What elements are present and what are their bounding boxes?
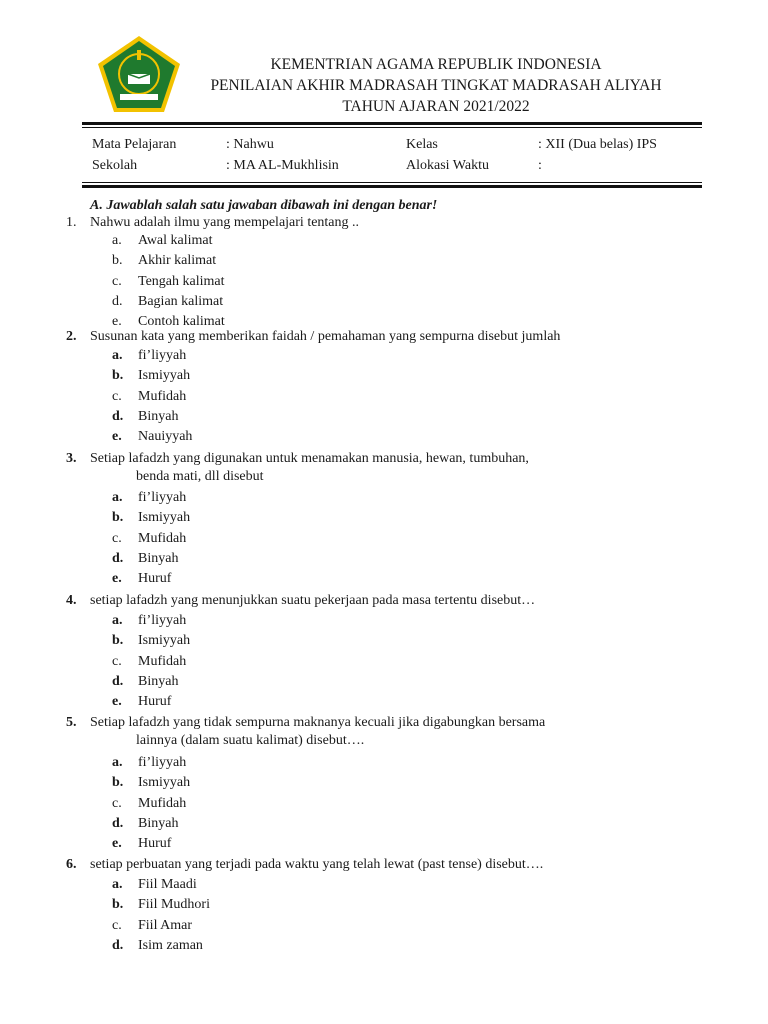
option-letter: b. [112,510,124,526]
header-rule-thick [82,122,702,125]
option-b [112,251,225,271]
option-letter: e. [112,429,122,445]
info-rule-thick [82,185,702,188]
option-c [112,794,190,814]
option-text: Binyah [138,408,179,424]
option-letter: d. [112,408,124,424]
option-letter: a. [112,490,123,505]
option-letter: a. [112,233,122,248]
option-letter: d. [112,937,124,953]
subject-value: : Nahwu [226,137,274,152]
question-number: 1. [66,215,77,230]
option-a [112,231,225,251]
options-4 [112,611,190,712]
option-letter: c. [112,530,122,546]
option-d [112,672,190,692]
option-d [112,292,225,312]
option-letter: a. [112,877,123,892]
option-letter: b. [112,368,124,384]
option-text: fi’liyyah [138,755,187,770]
option-text: Mufidah [138,530,187,546]
option-a [112,488,190,508]
option-letter: c. [112,273,122,289]
option-c [112,652,190,672]
option-text: Binyah [138,673,179,689]
option-text: Huruf [138,836,172,852]
option-d [112,936,210,956]
option-text: Ismiyyah [138,775,191,791]
option-letter: d. [112,550,124,566]
option-text: Fiil Amar [138,917,193,933]
option-text: Contoh kalimat [138,314,225,330]
option-text: Mufidah [138,388,187,404]
option-letter: e. [112,694,122,710]
question-text: setiap lafadzh yang menunjukkan suatu pekerjaan pada masa tertentu disebut… [90,593,536,608]
option-letter: a. [112,348,123,363]
school-label: Sekolah [92,158,138,173]
options-5 [112,753,190,854]
option-text: Nauiyyah [138,429,193,445]
option-text: Fiil Mudhori [138,897,210,913]
question-4 [66,592,706,610]
option-text: Mufidah [138,653,187,669]
option-c [112,387,192,407]
option-a [112,875,210,895]
question-3 [66,450,706,486]
option-text: Bagian kalimat [138,293,224,309]
option-text: fi’liyyah [138,613,187,628]
option-letter: b. [112,633,124,649]
question-number: 2. [66,329,77,344]
option-c [112,529,190,549]
ministry-title: KEMENTRIAN AGAMA REPUBLIK INDONESIA [270,56,602,73]
option-letter: b. [112,775,124,791]
options-3 [112,488,190,589]
option-e [112,692,190,712]
header-rule-thin [82,127,702,128]
class-label: Kelas [406,137,438,152]
question-text-continued: lainnya (dalam suatu kalimat) disebut…. [136,733,365,748]
options-6 [112,875,210,956]
question-text: setiap perbuatan yang terjadi pada waktu yang telah lewat (past tense) disebut…. [90,857,544,872]
option-text: Ismiyyah [138,368,191,384]
option-text: Akhir kalimat [138,253,217,269]
option-text: Fiil Maadi [138,877,197,892]
option-c [112,272,225,292]
time-label: Alokasi Waktu [406,158,489,173]
option-letter: c. [112,388,122,404]
question-text-continued: benda mati, dll disebut [136,469,264,484]
option-b [112,366,192,386]
option-letter: e. [112,836,122,852]
question-text: Nahwu adalah ilmu yang mempelajari tentang .. [90,215,360,230]
academic-year: TAHUN AJARAN 2021/2022 [342,98,530,115]
option-letter: b. [112,897,124,913]
option-letter: c. [112,795,122,811]
option-text: Binyah [138,815,179,831]
option-d [112,814,190,834]
option-c [112,916,210,936]
question-number: 3. [66,451,77,466]
subject-label: Mata Pelajaran [92,137,177,152]
option-letter: e. [112,571,122,587]
option-text: Tengah kalimat [138,273,225,289]
option-text: Awal kalimat [138,233,213,248]
school-value: : MA AL-Mukhlisin [226,158,339,173]
question-number: 5. [66,715,77,730]
option-text: fi’liyyah [138,490,187,505]
option-text: fi’liyyah [138,348,187,363]
option-letter: d. [112,293,123,309]
option-b [112,508,190,528]
question-number: 4. [66,593,77,608]
option-a [112,753,190,773]
option-e [112,834,190,854]
option-d [112,549,190,569]
section-instruction: A. Jawablah salah satu jawaban dibawah ini dengan benar! [90,198,438,213]
info-rule-thin [82,182,702,183]
option-text: Ismiyyah [138,510,191,526]
question-1 [66,214,706,232]
option-letter: a. [112,613,123,628]
option-d [112,407,192,427]
option-a [112,611,190,631]
question-5 [66,714,706,750]
option-b [112,773,190,793]
question-2 [66,328,706,346]
option-text: Mufidah [138,795,187,811]
exam-title: PENILAIAN AKHIR MADRASAH TINGKAT MADRASAH ALIYAH [210,77,662,94]
class-value: : XII (Dua belas) IPS [538,137,657,152]
option-letter: e. [112,314,122,330]
question-number: 6. [66,857,77,872]
time-value: : [538,158,542,173]
question-6 [66,856,706,874]
question-text: Setiap lafadzh yang digunakan untuk menamakan manusia, hewan, tumbuhan, [90,451,529,466]
question-text: Setiap lafadzh yang tidak sempurna maknanya kecuali jika digabungkan bersama [90,715,546,730]
option-letter: d. [112,673,124,689]
options-1 [112,231,225,332]
option-b [112,895,210,915]
option-text: Huruf [138,694,172,710]
option-text: Isim zaman [138,937,203,953]
option-b [112,631,190,651]
option-e [112,427,192,447]
option-letter: d. [112,815,124,831]
question-text: Susunan kata yang memberikan faidah / pemahaman yang sempurna disebut jumlah [90,329,561,344]
kemenag-logo [96,34,182,114]
options-2 [112,346,192,447]
option-text: Binyah [138,550,179,566]
option-e [112,569,190,589]
option-a [112,346,192,366]
option-letter: c. [112,917,122,933]
option-letter: b. [112,253,123,269]
option-text: Ismiyyah [138,633,191,649]
option-letter: c. [112,653,122,669]
option-text: Huruf [138,571,172,587]
option-letter: a. [112,755,123,770]
